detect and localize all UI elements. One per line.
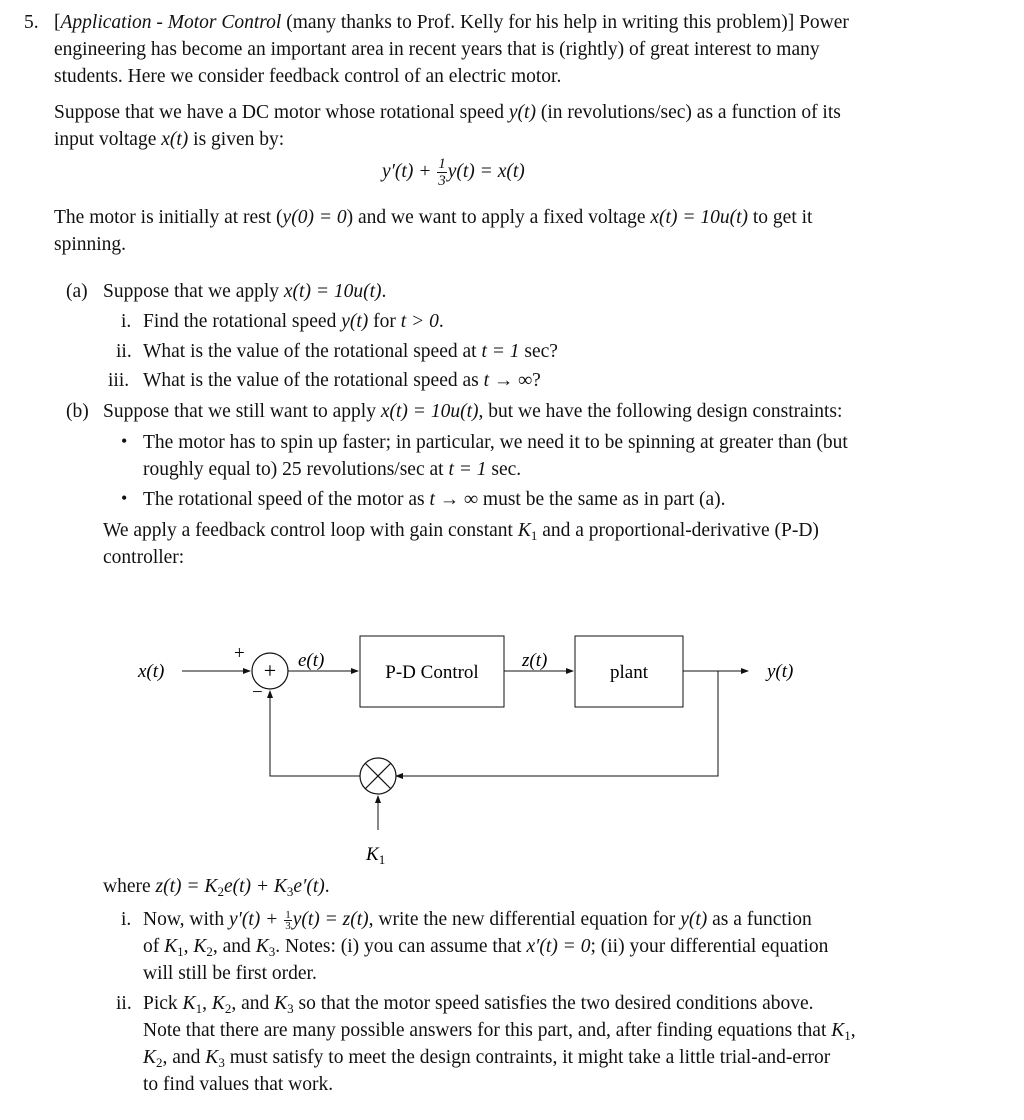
part-b-label: (b) [66, 401, 89, 422]
math: x(t) = 10u(t) [650, 207, 749, 228]
subscript: 2 [217, 884, 224, 899]
text: . [324, 876, 330, 897]
text: , [850, 1020, 856, 1041]
part-b-ii-line-1 [143, 990, 814, 1017]
subscript: 1 [177, 944, 184, 959]
part-a-i-label: i. [121, 311, 132, 332]
subscript: 1 [195, 1001, 203, 1016]
text: as a function [707, 909, 812, 930]
text: , [183, 936, 194, 957]
frac-den: 3 [285, 920, 291, 933]
subscript: 3 [287, 1001, 294, 1016]
text: , write the new differential equation for [368, 909, 681, 930]
bullet-1-line-1 [121, 429, 848, 456]
bullet-dot: • [121, 488, 128, 508]
math: y′(t) + [228, 909, 284, 930]
text: Now, with [143, 909, 229, 930]
z-definition [103, 873, 330, 900]
text: so that the motor speed satisfies the two desired conditions above. [293, 993, 814, 1014]
text: The rotational speed of the motor as [143, 489, 430, 510]
plant-label: plant [610, 662, 648, 683]
eq-right: y(t) = x(t) [447, 161, 525, 182]
text: , and [162, 1047, 206, 1068]
problem-header [54, 9, 849, 36]
text: , and [212, 936, 256, 957]
math: y(t) [508, 102, 536, 123]
math: x(t) = 10u(t) [283, 281, 382, 302]
text: Suppose that we still want to apply [103, 401, 381, 422]
paragraph-3-line-2: spinning. [54, 234, 127, 255]
text: , and [231, 993, 275, 1014]
main-equation [382, 148, 525, 196]
subscript: 1 [844, 1028, 851, 1043]
math: t = 1 [448, 459, 487, 480]
text: must be the same as in part (a). [478, 489, 726, 510]
subscript: 2 [206, 944, 213, 959]
part-a-text [103, 278, 386, 305]
math: K [211, 993, 225, 1014]
text: The motor has to spin up faster; in particular, we need it to be spinning at greater than (but [143, 432, 848, 453]
part-a-label: (a) [66, 281, 88, 302]
text: must satisfy to meet the design contraints, it might take a little trial-and-error [224, 1047, 831, 1068]
plus-sign: + [234, 643, 245, 664]
output-label: y(t) [767, 661, 794, 682]
math: x(t) = 10u(t) [380, 401, 479, 422]
text: to get it [748, 207, 813, 228]
text: Pick [143, 993, 183, 1014]
gain-letter: K [366, 844, 379, 865]
eq-left: y′(t) + [382, 161, 437, 182]
text: roughly equal to) 25 revolutions/sec at [143, 459, 449, 480]
text: ? [532, 370, 541, 391]
math: y(t) [341, 311, 369, 332]
text: ; (ii) your differential equation [590, 936, 829, 957]
intro-line-2: engineering has become an important area in recent years that is (rightly) of great interest to many [54, 39, 820, 60]
text: The motor is initially at rest ( [54, 207, 283, 228]
error-label: e(t) [298, 650, 325, 671]
part-b-i-label: i. [121, 909, 132, 930]
text: of [143, 936, 165, 957]
minus-sign: − [252, 682, 263, 703]
part-a-ii-label: ii. [116, 341, 132, 362]
paragraph-3-line-1 [54, 204, 812, 231]
frac-den: 3 [438, 173, 446, 190]
header-bracket: [ [54, 12, 61, 33]
part-b-text [103, 398, 842, 425]
subscript: 2 [156, 1055, 163, 1070]
text: , [202, 993, 212, 1014]
small-fraction [284, 910, 292, 931]
part-b-ii-line-4: to find values that work. [143, 1074, 334, 1095]
problem-number: 5. [24, 12, 39, 33]
text: (in revolutions/sec) as a function of its [535, 102, 841, 123]
fraction [437, 156, 447, 189]
text: for [368, 311, 401, 332]
math: K [193, 936, 207, 957]
part-b-i-line-3: will still be first order. [143, 963, 317, 984]
paragraph-2-line-1 [54, 99, 841, 126]
header-rest: (many thanks to Prof. Kelly for his help in writing this problem)] Power [281, 12, 849, 33]
part-b-i-line-2 [143, 933, 828, 960]
text: . [438, 311, 444, 332]
bullet-1-line-2 [143, 456, 521, 483]
gain-subscript: 1 [378, 852, 386, 867]
block-diagram [0, 600, 1024, 880]
text: and a proportional-derivative (P-D) [537, 520, 819, 541]
gain-label [365, 844, 385, 867]
subscript: 1 [530, 528, 538, 543]
subscript: 2 [224, 1001, 232, 1016]
math: x′(t) = 0 [526, 936, 591, 957]
part-b-ii-line-2 [143, 1017, 856, 1044]
subscript: 3 [268, 944, 276, 959]
part-a-iii-text [143, 367, 541, 394]
sum-plus-symbol: + [263, 658, 277, 683]
bullet-2 [121, 486, 726, 513]
text: ) and we want to apply a fixed voltage [346, 207, 651, 228]
part-b-ii-label: ii. [116, 993, 132, 1014]
text: Find the rotational speed [143, 311, 342, 332]
math: x(t) [161, 129, 189, 150]
math: y(t) = z(t) [292, 909, 369, 930]
math: z(t) = K [155, 876, 218, 897]
math: e′(t) [293, 876, 325, 897]
math: K [205, 1047, 219, 1068]
intro-line-3: students. Here we consider feedback control of an electric motor. [54, 66, 562, 87]
text: . Notes: (i) you can assume that [275, 936, 527, 957]
math: K [143, 1047, 157, 1068]
text: is given by: [188, 129, 285, 150]
text: sec. [486, 459, 522, 480]
part-a-iii-label: iii. [108, 370, 130, 391]
text: What is the value of the rotational speed at [143, 341, 482, 362]
subscript: 3 [286, 884, 294, 899]
math: y(0) = 0 [282, 207, 347, 228]
bullet-dot: • [121, 431, 128, 451]
text: Suppose that we apply [103, 281, 284, 302]
part-b-ii-line-3 [143, 1044, 830, 1071]
math: e(t) + K [223, 876, 287, 897]
text: Note that there are many possible answers for this part, and, after finding equations that [143, 1020, 832, 1041]
loop-line-2: controller: [103, 547, 185, 568]
math: K [164, 936, 178, 957]
pd-control-label: P-D Control [385, 662, 479, 683]
subscript: 3 [218, 1055, 225, 1070]
math: K [255, 936, 269, 957]
text: We apply a feedback control loop with gain constant [103, 520, 518, 541]
header-title: Application - Motor Control [60, 12, 282, 33]
math: t → ∞ [483, 370, 533, 391]
math: y(t) [680, 909, 708, 930]
text: , but we have the following design constraints: [478, 401, 843, 422]
part-a-ii-text [143, 338, 558, 365]
loop-line-1 [103, 517, 819, 544]
z-label: z(t) [522, 650, 548, 671]
math: t > 0 [400, 311, 439, 332]
part-a-i-text [143, 308, 444, 335]
part-b-i-line-1 [143, 906, 812, 933]
text: sec? [519, 341, 558, 362]
math: K [182, 993, 196, 1014]
paragraph-2-line-2 [54, 126, 284, 153]
feedback-line-left [270, 691, 360, 776]
text: What is the value of the rotational speed as [143, 370, 484, 391]
text: where [103, 876, 156, 897]
math: K [517, 520, 531, 541]
math: K [831, 1020, 845, 1041]
text: . [381, 281, 387, 302]
math: t → ∞ [429, 489, 479, 510]
input-label: x(t) [138, 661, 165, 682]
math: t = 1 [481, 341, 520, 362]
text: Suppose that we have a DC motor whose rotational speed [54, 102, 509, 123]
text: input voltage [54, 129, 162, 150]
frac-num: 1 [285, 909, 291, 922]
frac-num: 1 [438, 156, 446, 173]
math: K [274, 993, 288, 1014]
